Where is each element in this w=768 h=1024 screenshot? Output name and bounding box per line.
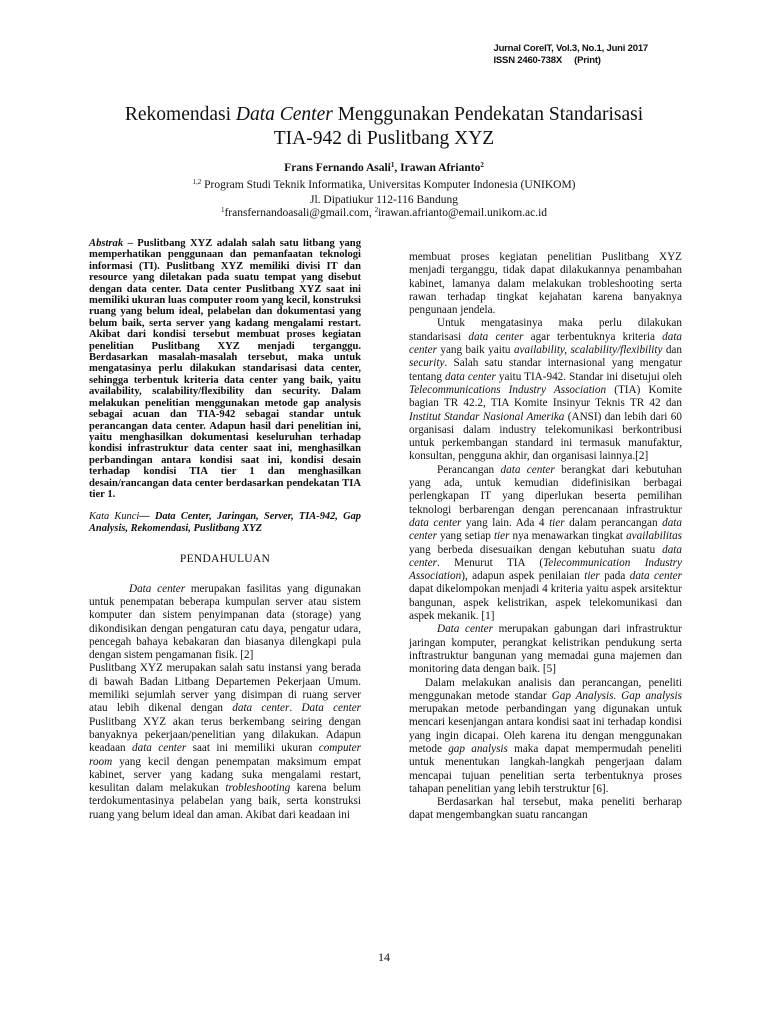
italic-term: Data center xyxy=(129,582,186,595)
paragraph-text: berangkat dari kebutuhan yang ada, untuk kemudian didefinisikan berbagai perlengkapan IT yang diperlukan beserta pemilihan teknologi berbarengan dengan perencanaan infrastruktur xyxy=(409,463,683,516)
author-superscript: 2 xyxy=(480,161,484,169)
paragraph-text: yang setiap xyxy=(436,530,494,543)
affiliation-address: Jl. Dipatiukur 112-116 Bandung xyxy=(310,194,458,206)
italic-term: Institut Standar Nasional Amerika xyxy=(409,410,565,423)
paragraph-text: pada xyxy=(599,570,630,583)
italic-term: Gap Analysis. Gap analysis xyxy=(551,689,682,702)
paragraph-text: merupakan metode perbandingan yang digunakan untuk mencari kesenjangan antara kondisi saat ini terhadap kondisi yang ingin dicapai. Oleh karena itu dengan menggunakan metode xyxy=(409,703,682,755)
paragraph-text: Untuk mengatasinya maka perlu dilakukan standarisasi xyxy=(409,317,682,343)
paragraph-text: Perancangan xyxy=(437,463,501,476)
affiliation-text: Program Studi Teknik Informatika, Universitas Komputer Indonesia (UNIKOM) xyxy=(201,179,576,191)
paragraph-text: agar terbentuknya kriteria xyxy=(523,330,663,343)
abstract-text: – Puslitbang XYZ adalah salah satu litbang yang memperhatikan penggunaan dan pemanfaatan teknologi informasi (TI). Puslitbang XYZ memiliki divisi IT dan resource yang diletakan pada suatu tempat yang disebut dengan data center. Data center Puslitbang XYZ saat ini memiliki ukuran luas computer room yang kecil, konstruksi ruang yang belum ideal, pelabelan dan dokumentasi yang belum baik, serta server yang kadang mengalami restart. Akibat dari kondisi tersebut membuat proses kegiatan penelitian Puslitbang XYZ menjadi terganggu. Berdasarkan masalah-masalah tersebut, maka untuk mengatasinya perlu dilakukan standarisasi data center, sehingga terbentuk kriteria data center yang baik, yaitu availability, scalability/flexibility dan security. Dalam melakukan penelitian menggunakan metode gap analysis sebagai acuan dan TIA-942 sebagai standar untuk perancangan data center. Adapun hasil dari penelitian ini, yaitu menghasilkan dokumentasi keseluruhan terhadap kondisi infrastruktur data center saat ini, menghasilkan perbandingan antara kondisi saat ini, kondisi desain terhadap kondisi TIA tier 1 dan menghasilkan desain/rancangan data center berdasarkan pendekatan TIA tier 1. xyxy=(89,238,361,500)
body-paragraph xyxy=(409,623,682,676)
page-number: 14 xyxy=(378,950,390,964)
italic-term: gap analysis xyxy=(448,742,508,755)
email-address: irawan.afrianto@email.unikom.ac.id xyxy=(378,207,548,219)
author-superscript: 1 xyxy=(390,161,395,169)
body-paragraph: membuat proses kegiatan penelitian Puslitbang XYZ menjadi terganggu, tidak dapat dilakukannya penambahan kabinet, lamanya dalam melakukan trobleshooting serta rawan terhadap tingkat kejahatan karena banyaknya pengunaan jendela. xyxy=(409,251,682,317)
italic-term: data center xyxy=(132,742,187,755)
paragraph-text: dapat dikelompokan menjadi 4 kriteria yaitu aspek arsitektur bangunan, aspek kelistrikan, aspek telekomunikasi dan aspek mekanik. [1] xyxy=(409,583,682,623)
paragraph-text: . xyxy=(289,702,302,715)
paragraph-text: (TIA) Komite bagian TR 42.2, TIA Komite Insinyur Teknis TR 42 dan xyxy=(409,383,682,410)
paragraph-text: yang kecil dengan penempatan maksimum empat kabinet, server yang kadang suka mengalami restart, kesulitan dalam melakukan xyxy=(89,755,361,795)
author-name: Irawan Afrianto xyxy=(400,162,481,174)
italic-term: data center xyxy=(409,543,682,569)
italic-term: data center xyxy=(409,516,462,529)
italic-term: data center xyxy=(409,330,683,357)
email-superscript: 2 xyxy=(374,206,379,214)
journal-issn: ISSN 2460-738X (Print) xyxy=(493,55,601,66)
paragraph-text: Puslitbang XYZ akan terus berkembang seiring dengan banyaknya pekerjaan/penelitian yang dilakukan. Adapun keadaan xyxy=(89,715,361,755)
italic-term: availability, scalability/flexibility xyxy=(513,344,663,357)
author-name: Frans Fernando Asali xyxy=(284,162,391,174)
italic-term: data center xyxy=(629,570,682,583)
keywords xyxy=(89,511,361,534)
title-part: Rekomendasi xyxy=(124,104,236,125)
italic-term: trobleshooting xyxy=(225,782,291,795)
body-paragraph xyxy=(89,662,361,822)
italic-term: data center xyxy=(444,370,496,383)
affiliation-emails xyxy=(60,206,708,220)
paragraph-text: Puslitbang XYZ merupakan salah satu instansi yang berada di bawah Badan Litbang Departemen Pekerjaan Umum. memiliki sejumlah server yang disimpan di ruang server atau lebih dikenal dengan xyxy=(89,662,361,715)
right-column xyxy=(409,251,682,823)
paragraph-text: yaitu TIA-942. Standar ini disetujui oleh xyxy=(495,370,683,383)
author-separator: , xyxy=(394,162,401,174)
paragraph-text: merupakan fasilitas yang digunakan untuk penempatan beberapa kumpulan server atau sistem komputer dan sistem penyimpanan data (storage) yang dikondisikan dengan pengaturan catu daya, pengatur udara, pencegah bahaya kebakaran dan biasanya dilengkapi pula dengan sistem pengamanan fisik. [2] xyxy=(89,582,361,662)
paragraph-text: maka dapat mempermudah peneliti untuk menentukan langkah-langkah pengerjaan dalam mencapai tujuan penelitian serta terbentuknya proses tahapan penelitian yang lebih terstruktur [6]. xyxy=(409,742,682,795)
paragraph-text: yang berbeda disesuaikan dengan kebutuhan suatu xyxy=(409,543,663,556)
section-heading: PENDAHULUAN xyxy=(179,553,271,566)
italic-term: security xyxy=(409,357,445,370)
paragraph-text: nya menawarkan tingkat xyxy=(509,530,627,543)
paragraph-text: dalam perancangan xyxy=(564,516,663,529)
body-paragraph xyxy=(409,317,682,463)
paragraph-text: . Salah satu standar internasional yang mengatur tentang xyxy=(409,357,682,383)
title-line-2: TIA-942 di Puslitbang XYZ xyxy=(273,128,495,149)
italic-term: tier xyxy=(493,530,510,543)
email-address: fransfernandoasali@gmail.com, xyxy=(224,207,375,219)
paragraph-text: ), adapun aspek penilaian xyxy=(461,570,585,583)
paragraph-text: merupakan gabungan dari infrastruktur jaringan komputer, perangkat kelistrikan pendukung serta inftrastruktur bangunan yang memadai guna majemen dan monitoring data dengan baik. [5] xyxy=(409,623,683,676)
keywords-text: — Data Center, Jaringan, Server, TIA-942, Gap Analysis, Rekomendasi, Puslitbang XYZ xyxy=(89,511,361,534)
body-paragraph xyxy=(409,677,682,797)
paragraph-text: . Menurut TIA ( xyxy=(436,556,544,569)
italic-term: availabilitas xyxy=(626,530,683,543)
italic-term: data center xyxy=(232,702,290,715)
italic-term: Data center xyxy=(301,702,362,715)
italic-term: tier xyxy=(549,516,565,529)
affiliation-superscript: 1,2 xyxy=(192,178,202,186)
italic-term: data center xyxy=(468,330,524,343)
paragraph-text: yang lain. Ada 4 xyxy=(461,516,550,529)
italic-term: data center xyxy=(500,463,555,476)
keywords-label: Kata Kunci xyxy=(89,511,140,523)
italic-term: data center xyxy=(409,516,682,543)
journal-citation: Jurnal CoreIT, Vol.3, No.1, Juni 2017 xyxy=(493,43,648,54)
title-italic-part: Data Center xyxy=(235,104,333,125)
paragraph-text: Dalam melakukan analisis dan perancangan, peneliti menggunakan metode standar xyxy=(409,676,682,702)
abstract xyxy=(89,238,361,500)
left-column xyxy=(89,238,361,822)
affiliation-program xyxy=(60,178,708,192)
italic-term: computer room xyxy=(89,742,361,768)
title-part: Menggunakan Pendekatan Standarisasi xyxy=(332,104,644,125)
paragraph-text: (ANSI) dan lebih dari 60 organisasi dalam industry telekomunikasi berkontribusi untuk perkembangan standard ini termasuk manufaktur, konsultan, pengguna akhir, dan organisasi lainnya.[2] xyxy=(409,410,682,463)
italic-term: Data center xyxy=(437,623,493,636)
body-paragraph xyxy=(89,583,361,663)
italic-term: tier xyxy=(584,570,600,583)
body-paragraph: Berdasarkan hal tersebut, maka peneliti berharap dapat mengembangkan suatu rancangan xyxy=(409,796,682,822)
paragraph-text: dan xyxy=(662,344,682,357)
author-list xyxy=(60,162,708,174)
paragraph-text: yang baik yaitu xyxy=(436,344,514,357)
journal-header xyxy=(493,43,648,67)
email-superscript: 1 xyxy=(220,206,225,214)
paragraph-text: karena belum terdokumentasinya pelabelan yang baik, serta konstruksi ruang yang belum ideal dan aman. Akibat dari keadaan ini xyxy=(89,782,361,821)
paper-title xyxy=(60,103,708,151)
italic-term: Telecommunication Industry Association xyxy=(409,556,682,583)
abstract-label: Abstrak xyxy=(89,238,124,249)
body-paragraph xyxy=(409,464,682,624)
paragraph-text: saat ini memiliki ukuran xyxy=(186,742,319,755)
italic-term: Telecommunications Industry Association xyxy=(409,383,607,396)
